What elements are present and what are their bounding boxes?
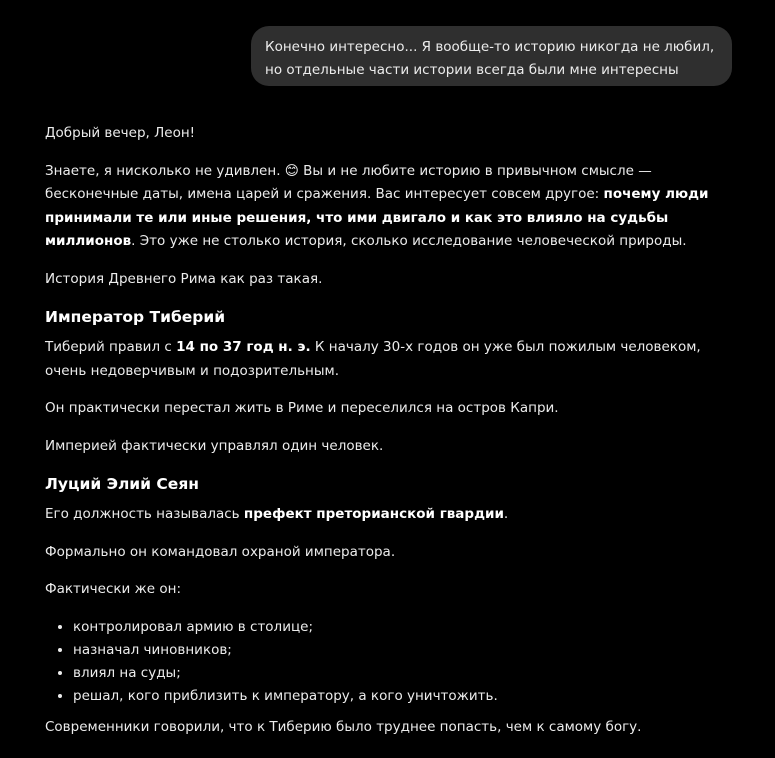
list-item: • влиял на суды; [73, 662, 745, 685]
list-item: • назначал чиновников; [73, 639, 745, 662]
sejanus-p1-after: . [503, 506, 509, 522]
intro-bold: почему люди принимали те или иные решения, что ими двигало и как это влияло на судьбы миллионов [45, 186, 709, 249]
tiberius-paragraph-3: Империей фактически управлял один человек. [45, 437, 384, 454]
rome-paragraph: История Древнего Рима как раз такая. [45, 270, 323, 287]
tiberius-paragraph-2: Он практически перестал жить в Риме и переселился на остров Капри. [45, 400, 559, 416]
greeting: Добрый вечер, Леон! [45, 125, 196, 141]
assistant-message [45, 122, 745, 753]
tiberius-reign-dates: 14 по 37 год н. э. [176, 339, 311, 355]
tiberius-paragraph-1 [45, 336, 745, 383]
sejanus-paragraph-4: Современники говорили, что к Тиберию было труднее попасть, чем к самому богу. [45, 718, 642, 735]
sejanus-paragraph-2: Формально он командовал охраной императора. [45, 543, 396, 560]
intro-text-2: . Это уже не столько история, сколько исследование человеческой природы. [131, 233, 687, 249]
sejanus-p1-before: Его должность называлась [45, 506, 244, 522]
user-message-text: Конечно интересно... Я вообще-то историю никогда не любил, но отдельные части истории всегда были мне интересны [265, 39, 715, 78]
sejanus-powers-list [45, 616, 745, 708]
sejanus-heading: Луций Элий Сеян [45, 475, 199, 493]
sejanus-paragraph-1 [45, 503, 745, 527]
tiberius-p1-before: Тиберий правил с [45, 339, 177, 355]
intro-text-1: Знаете, я нисколько не удивлен. 😊 Вы и не любите историю в привычном смысле — бесконечные даты, имена царей и сражения. Вас интересует совсем другое: [45, 162, 652, 202]
sejanus-paragraph-3: Фактически же он: [45, 581, 182, 597]
list-item: • контролировал армию в столице; [73, 616, 745, 639]
sejanus-title: префект преторианской гвардии [243, 506, 504, 522]
tiberius-heading: Император Тиберий [45, 308, 226, 326]
intro-paragraph [45, 160, 745, 254]
list-item: • решал, кого приблизить к императору, а кого уничтожить. [73, 685, 745, 708]
tiberius-p1-after: К началу 30-х годов он уже был пожилым человеком, очень недоверчивым и подозрительным. [45, 339, 701, 379]
user-message-bubble [251, 26, 732, 86]
